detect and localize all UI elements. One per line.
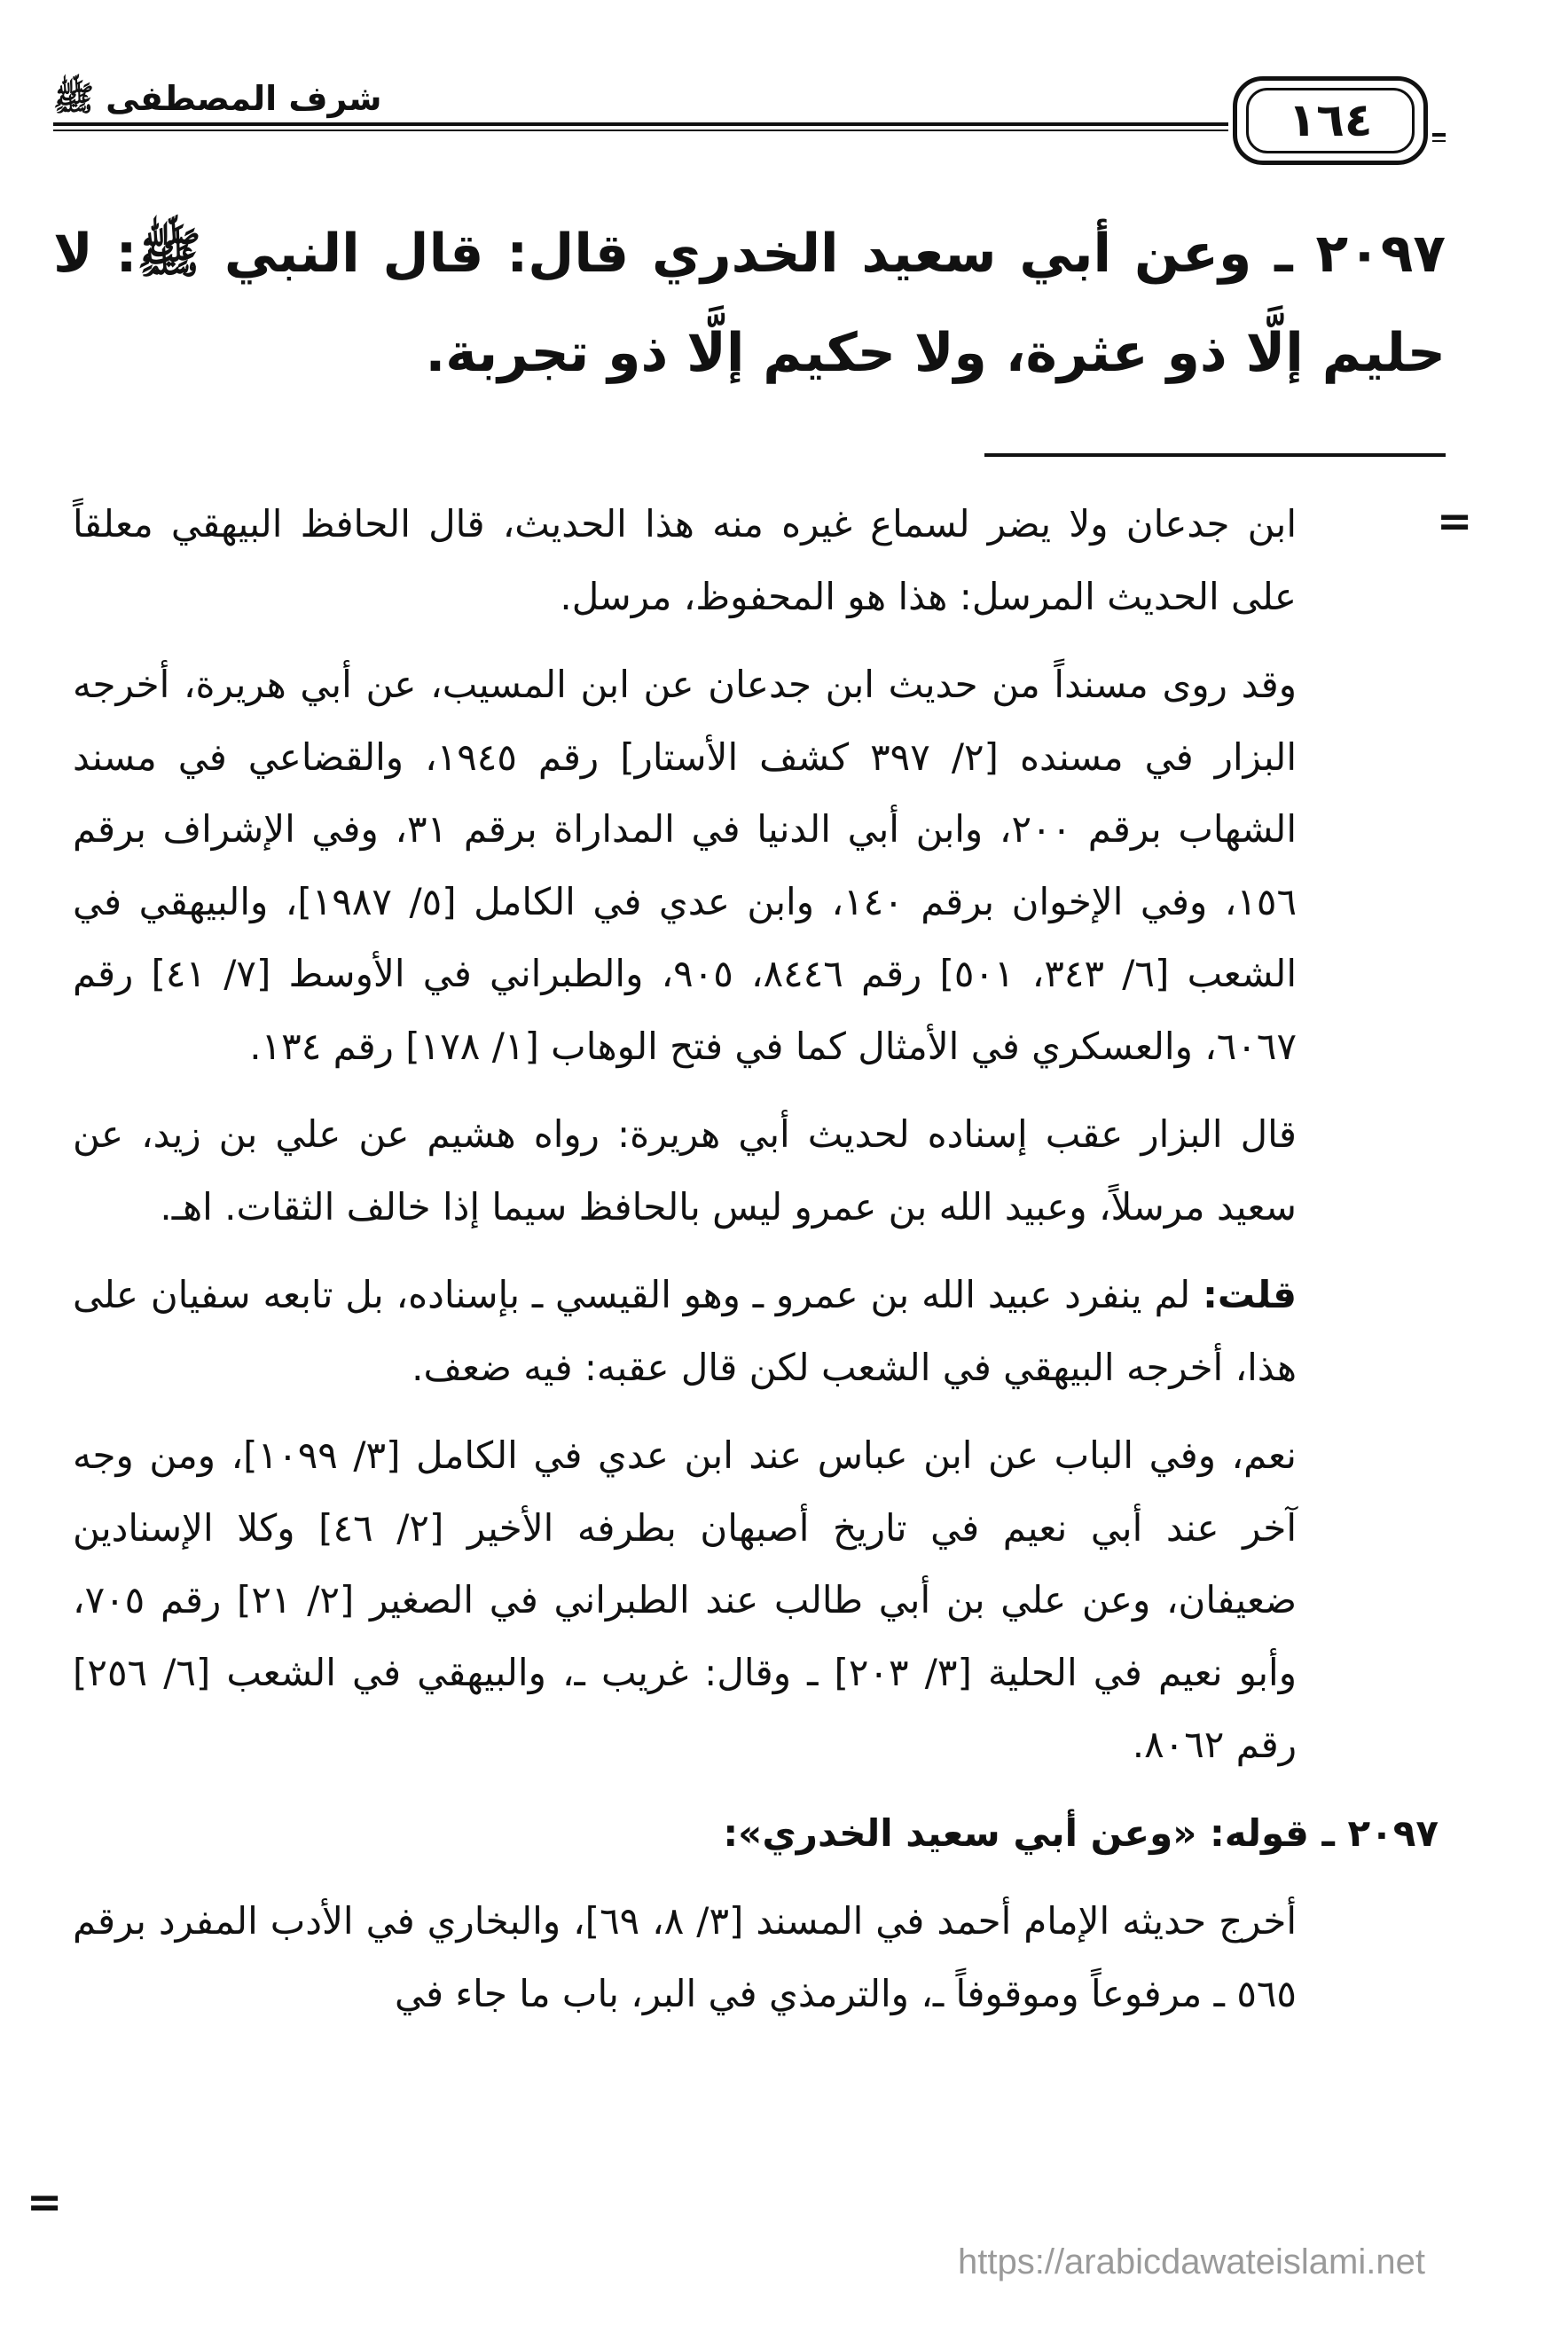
footnotes xyxy=(73,488,1439,2046)
hadith-text: ٢٠٩٧ ـ وعن أبي سعيد الخدري قال: قال النبي ﷺ: لا حليم إلَّا ذو عثرة، ولا حكيم إلَّا ذو تجربة. xyxy=(53,223,1446,384)
page-number-frame xyxy=(1233,76,1428,165)
page-header xyxy=(53,71,1446,169)
footnote-paragraph: ابن جدعان ولا يضر لسماع غيره منه هذا الحديث، قال الحافظ البيهقي معلقاً على الحديث المرسل: هذا هو المحفوظ، مرسل. xyxy=(73,502,1297,618)
footnote-paragraph: وقد روى مسنداً من حديث ابن جدعان عن ابن المسيب، عن أبي هريرة، أخرجه البزار في مسنده [٢/ ٣٩٧ كشف الأستار] رقم ١٩٤٥، والقضاعي في مسند الشهاب برقم ٢٠٠، وابن أبي الدنيا في المداراة برقم ٣١، وفي الإشراف برقم ١٥٦، وفي الإخوان برقم ١٤٠، وابن عدي في الكامل [٥/ ١٩٨٧]، والبيهقي في الشعب [٦/ ٣٤٣، ٥٠١] رقم ٨٤٤٦، ٩٠٥، والطبراني في الأوسط [٧/ ٤١] رقم ٦٠٦٧، والعسكري في الأمثال كما في فتح الوهاب [١/ ١٧٨] رقم ١٣٤. xyxy=(73,663,1298,1068)
footnote-paragraph: أخرج حديثه الإمام أحمد في المسند [٣/ ٨، ٦٩]، والبخاري في الأدب المفرد برقم ٥٦٥ ـ مرفوعاً وموقوفاً ـ، والترمذي في البر، باب ما جاء في xyxy=(73,1899,1297,2015)
header-rule-left-thin xyxy=(53,130,1228,131)
footnote-paragraph: قال البزار عقب إسناده لحديث أبي هريرة: رواه هشيم عن علي بن زيد، عن سعيد مرسلاً، وعبيد الله بن عمرو ليس بالحافظ سيما إذا خالف الثقات. اهـ. xyxy=(73,1112,1297,1229)
footnote-lead: قلت: xyxy=(1203,1273,1297,1316)
footnote-paragraph: نعم، وفي الباب عن ابن عباس عند ابن عدي في الكامل [٣/ ١٠٩٩]، ومن وجه آخر عند أبي نعيم في تاريخ أصبهان بطرفه الأخير [٢/ ٤٦] وكلا الإسنادين ضعيفان، وعن علي بن أبي طالب عند الطبراني في الصغير [٢/ ٢١] رقم ٧٠٥، وأبو نعيم في الحلية [٣/ ٢٠٣] ـ وقال: غريب ـ، والبيهقي في الشعب [٦/ ٢٥٦] رقم ٨٠٦٢. xyxy=(73,1433,1297,1766)
header-rule-right xyxy=(1432,133,1446,137)
page-number: ١٦٤ xyxy=(1246,88,1415,153)
footnote-note-heading: ٢٠٩٧ ـ قوله: «وعن أبي سعيد الخدري»: xyxy=(723,1810,1439,1855)
header-rule-left xyxy=(53,122,1228,126)
footnote-separator xyxy=(984,453,1446,457)
footnote-text: لم ينفرد عبيد الله بن عمرو ـ وهو القيسي ـ بإسناده، بل تابعه سفيان على هذا، أخرجه البيهقي في الشعب لكن قال عقبه: فيه ضعف. xyxy=(73,1273,1297,1389)
continuation-marker-bottom: = xyxy=(27,2178,63,2227)
header-rule-right-thin xyxy=(1432,140,1446,142)
running-title: شرف المصطفى ﷺ xyxy=(53,79,382,118)
continuation-marker-top: = xyxy=(1437,497,1473,546)
footnote-paragraph xyxy=(73,1259,1297,1403)
watermark-url: https://arabicdawateislami.net xyxy=(958,2242,1425,2281)
